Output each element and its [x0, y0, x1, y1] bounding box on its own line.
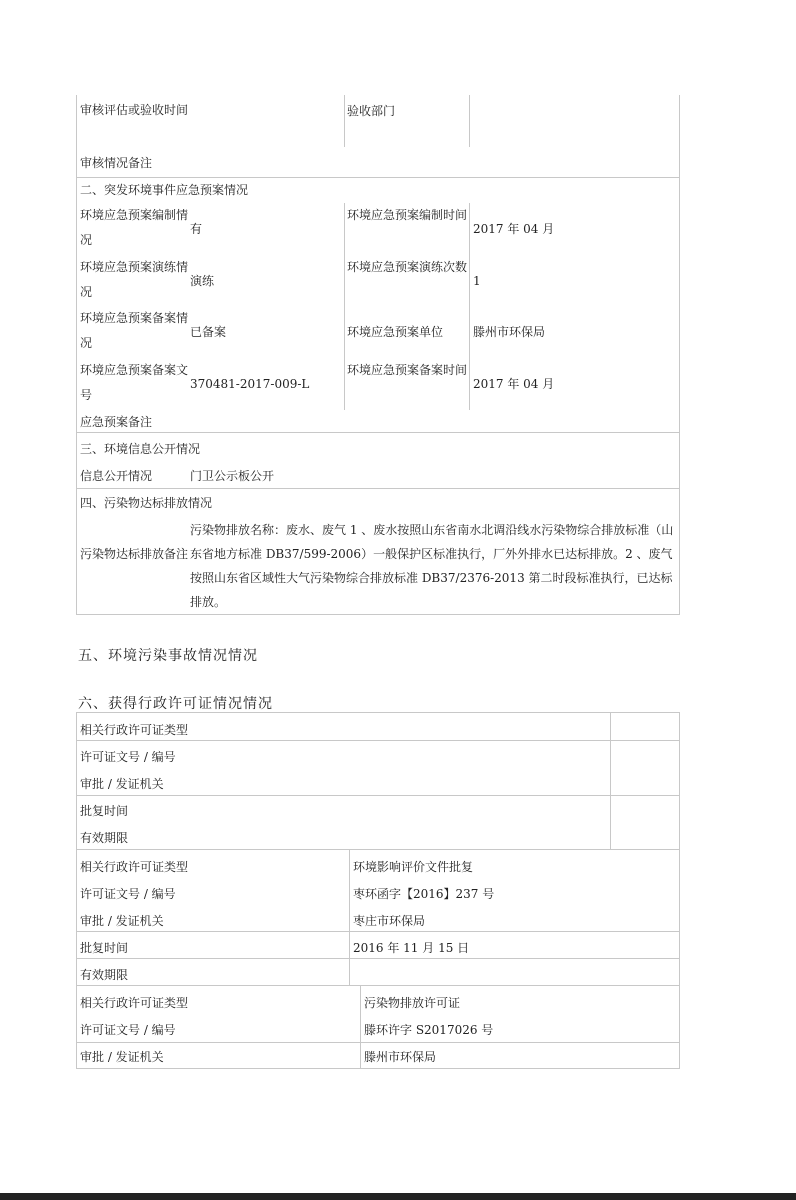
section-permit-heading: 六、获得行政许可证情况情况 [78, 696, 273, 712]
plan-compile-time-value: 2017 年 04 月 [473, 222, 555, 236]
plan-record-label: 环境应急预案备案情况 [80, 311, 189, 350]
permit1-number-label: 许可证文号 / 编号 [80, 750, 176, 764]
plan-compile-time-label: 环境应急预案编制时间 [347, 208, 468, 222]
plan-drill-count-label: 环境应急预案演练次数 [347, 260, 468, 274]
permit3-type-value: 污染物排放许可证 [364, 996, 461, 1010]
page-bottom-bar [0, 1193, 796, 1200]
permit1-date-label: 批复时间 [80, 804, 129, 818]
permit2-number-value: 枣环函字【2016】237 号 [353, 887, 495, 901]
permit1-authority-label: 审批 / 发证机关 [80, 777, 164, 791]
section-disclosure-title: 三、环境信息公开情况 [80, 442, 201, 456]
acceptance-dept-label: 验收部门 [347, 104, 396, 118]
permit2-date-label: 批复时间 [80, 941, 129, 955]
permit3-type-label: 相关行政许可证类型 [80, 996, 189, 1010]
permit1-type-label: 相关行政许可证类型 [80, 723, 189, 737]
section-pollution-accident-heading: 五、环境污染事故情况情况 [78, 648, 258, 664]
plan-doc-label: 环境应急预案备案文号 [80, 363, 189, 402]
plan-drill-label: 环境应急预案演练情况 [80, 260, 189, 299]
plan-doc-value: 370481-2017-009-L [190, 377, 310, 391]
permit3-authority-value: 滕州市环保局 [364, 1050, 437, 1064]
plan-doc-time-value: 2017 年 04 月 [473, 377, 555, 391]
emission-value: 污染物排放名称：废水、废气 1 、废水按照山东省南水北调沿线水污染物综合排放标准（山东省地方标准 DB37/599-2006）一般保护区标准执行，厂外外排水已达标排放。2 、废气按照山东省区域性大气污染物综合排放标准 DB37/2376-2013 第二时段标准执行，已达标排放。 [190, 523, 674, 609]
plan-unit-value: 滕州市环保局 [473, 325, 546, 339]
plan-drill-count-value: 1 [473, 274, 481, 288]
permit3-authority-label: 审批 / 发证机关 [80, 1050, 164, 1064]
permit2-date-value: 2016 年 11 月 15 日 [353, 941, 470, 955]
permit2-authority-label: 审批 / 发证机关 [80, 914, 164, 928]
disclosure-label: 信息公开情况 [80, 469, 153, 483]
emission-label: 污染物达标排放备注 [80, 547, 189, 561]
permit2-number-label: 许可证文号 / 编号 [80, 887, 176, 901]
disclosure-value: 门卫公示板公开 [190, 469, 275, 483]
permit2-type-value: 环境影响评价文件批复 [353, 860, 474, 874]
section-emergency-plan-title: 二、突发环境事件应急预案情况 [80, 183, 249, 197]
permit1-valid-label: 有效期限 [80, 831, 129, 845]
plan-compile-value: 有 [190, 222, 203, 236]
plan-record-value: 已备案 [190, 325, 227, 339]
permit3-number-value: 滕环许字 S2017026 号 [364, 1023, 494, 1037]
plan-unit-label: 环境应急预案单位 [347, 325, 444, 339]
permit2-valid-label: 有效期限 [80, 968, 129, 982]
plan-note-label: 应急预案备注 [80, 415, 153, 429]
review-note-label: 审核情况备注 [80, 156, 153, 170]
plan-drill-value: 演练 [190, 274, 215, 288]
plan-compile-label: 环境应急预案编制情况 [80, 208, 189, 247]
section-emission-title: 四、污染物达标排放情况 [80, 496, 213, 510]
permit2-authority-value: 枣庄市环保局 [353, 914, 426, 928]
permit3-number-label: 许可证文号 / 编号 [80, 1023, 176, 1037]
review-time-label: 审核评估或验收时间 [80, 103, 189, 117]
plan-doc-time-label: 环境应急预案备案时间 [347, 363, 468, 377]
permit2-type-label: 相关行政许可证类型 [80, 860, 189, 874]
